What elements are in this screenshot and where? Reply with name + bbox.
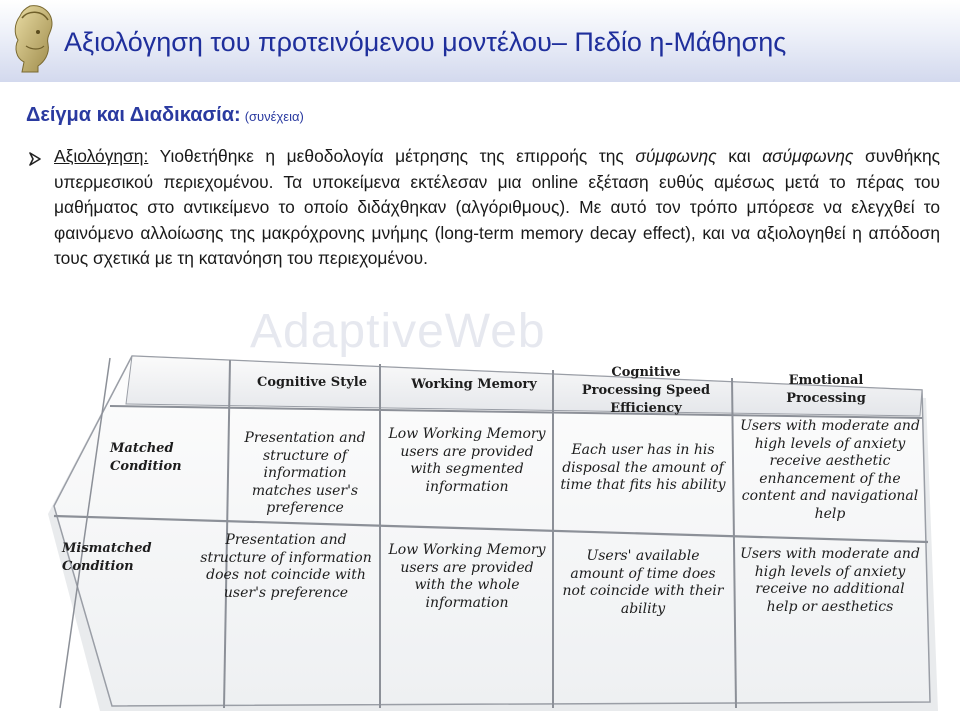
paragraph-part-1: Υιοθετήθηκε η μεθοδολογία μέτρησης της επιρροής της bbox=[148, 146, 636, 166]
col-header-cognitive-style: Cognitive Style bbox=[257, 375, 367, 390]
athena-logo-icon bbox=[8, 2, 58, 74]
section-subtitle bbox=[26, 104, 304, 127]
col-header-emotional-processing: Emotional Processing bbox=[786, 373, 866, 406]
subtitle-text: Δείγμα και Διαδικασία: bbox=[26, 104, 241, 126]
cell-mismatched-cognitive-style: Presentation and structure of information does not coincide with user's preference bbox=[200, 532, 372, 601]
cell-matched-cognitive-style: Presentation and structure of information matches user's preference bbox=[244, 430, 366, 516]
subtitle-note: (συνέχεια) bbox=[244, 109, 304, 124]
paragraph-part-3: συνθήκης υπερμεσικού περιεχομένου. Τα υποκείμενα εκτέλεσαν μια online εξέταση ευθύς αμέσως μετά το πέρας του μαθήματος στο αντικείμενο το οποίο διδάχθηκαν (αλγόριθμους). Με αυτό τον τρόπο μπόρεσε να ελεγχθεί το φαινόμενο αλλοίωσης της μακρόχρονης μνήμης (long-term memory decay effect), και να αξιολογηθεί η απόδοση τους σχετικά με τη κατανόηση του περιεχομένου. bbox=[54, 146, 940, 269]
evaluation-label: Αξιολόγηση: bbox=[54, 146, 149, 166]
cell-matched-emotional-processing: Users with moderate and high levels of anxiety receive aesthetic enhancement of the content and navigational help bbox=[740, 418, 920, 522]
paragraph-emphasis-1: σύμφωνης bbox=[635, 146, 717, 166]
cell-mismatched-processing-speed: Users' available amount of time does not coincide with their ability bbox=[562, 548, 724, 617]
paragraph-emphasis-2: ασύμφωνης bbox=[762, 146, 854, 166]
cell-matched-working-memory: Low Working Memory users are provided with segmented information bbox=[388, 426, 546, 495]
cell-mismatched-working-memory: Low Working Memory users are provided with the whole information bbox=[388, 542, 546, 611]
paragraph-part-2: και bbox=[716, 146, 763, 166]
col-header-processing-speed: Cognitive Processing Speed Efficiency bbox=[581, 365, 711, 416]
adaptiveweb-watermark: AdaptiveWeb bbox=[250, 305, 546, 358]
cell-mismatched-emotional-processing: Users with moderate and high levels of anxiety receive no additional help or aesthetics bbox=[740, 546, 920, 615]
col-header-working-memory: Working Memory bbox=[411, 377, 537, 392]
evaluation-paragraph bbox=[54, 144, 940, 272]
row-header-matched: Matched Condition bbox=[110, 441, 182, 474]
condition-matrix bbox=[48, 346, 938, 711]
cell-matched-processing-speed: Each user has in his disposal the amount of time that fits his ability bbox=[560, 442, 726, 493]
arrow-bullet-icon bbox=[28, 152, 42, 166]
slide-title: Αξιολόγηση του προτεινόμενου μοντέλου– Πεδίο η-Μάθησης bbox=[64, 27, 787, 57]
row-header-mismatched: Mismatched Condition bbox=[62, 541, 152, 574]
